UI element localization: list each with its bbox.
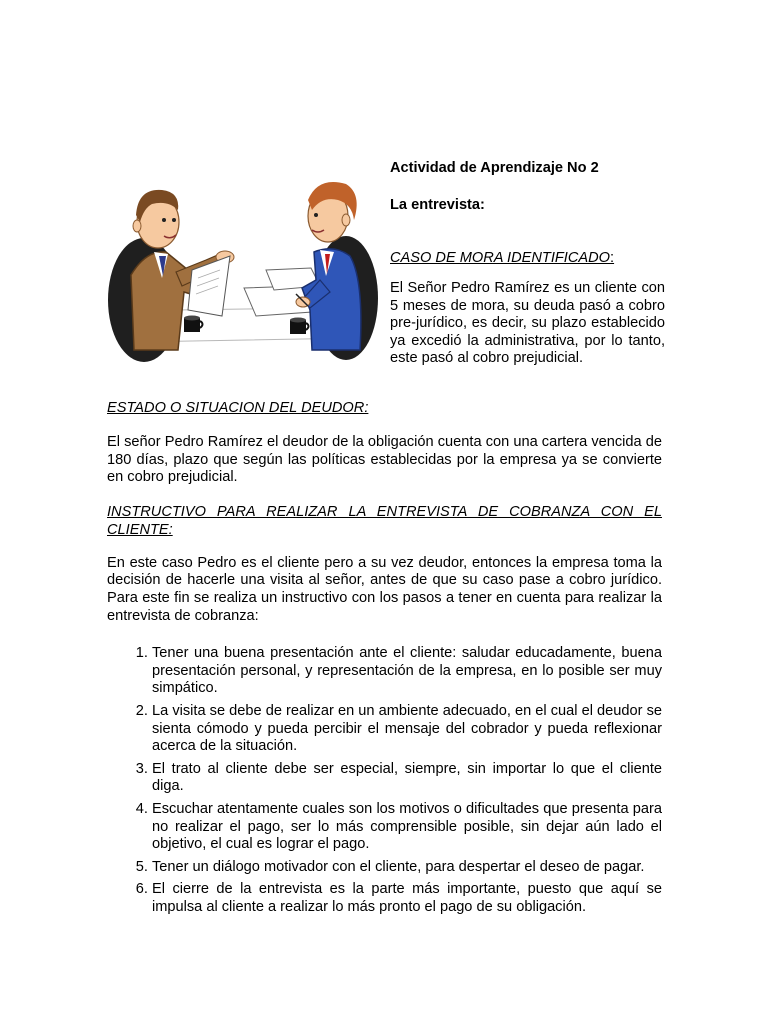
list-item: 2. La visita se debe de realizar en un ambiente adecuado, en el cual el deudor se sienta cómodo y pueda percibir el mensaje del cobrador y pueda reflexionar acerca de la situación. xyxy=(152,703,662,756)
list-item: 3. El trato al cliente debe ser especial, siempre, sin importar lo que el cliente diga. xyxy=(152,761,662,796)
business-meeting-illustration-icon xyxy=(106,160,378,372)
header-block xyxy=(390,158,665,368)
instructions-heading: INSTRUCTIVO PARA REALIZAR LA ENTREVISTA DE COBRANZA CON EL CLIENTE: xyxy=(107,503,662,538)
debtor-status-heading: ESTADO O SITUACION DEL DEUDOR: xyxy=(107,400,369,416)
list-item: 4. Escuchar atentamente cuales son los motivos o dificultades que presenta para no realizar el pago, ser lo más comprensible posible, sin dejar aún lado el objetivo, el cual es lograr el pago. xyxy=(152,801,662,854)
case-description: El Señor Pedro Ramírez es un cliente con 5 meses de mora, su deuda pasó a cobro pre-jurídico, es decir, su plazo establecido ya excedió la administrativa, por lo tanto, este pasó al cobro prejudicial. xyxy=(390,280,665,366)
list-item: 6. El cierre de la entrevista es la parte más importante, puesto que aquí se impulsa al cliente a realizar lo más pronto el pago de su obligación. xyxy=(152,881,662,916)
document-title: Actividad de Aprendizaje No 2 xyxy=(390,160,599,176)
case-heading xyxy=(390,248,665,268)
document-subtitle: La entrevista: xyxy=(390,197,485,213)
case-heading-colon: : xyxy=(610,250,615,266)
debtor-status-text: El señor Pedro Ramírez el deudor de la obligación cuenta con una cartera vencida de 180 días, plazo que según las políticas establecidas por la empresa ya se convierte en cobro prejudicial. xyxy=(107,434,662,486)
list-item: 5. Tener un diálogo motivador con el cliente, para despertar el deseo de pagar. xyxy=(152,859,662,877)
list-item: 1. Tener una buena presentación ante el cliente: saludar educadamente, buena presentación personal, y representación de la empresa, en lo posible ser muy simpático. xyxy=(152,645,662,698)
case-heading-text: CASO DE MORA IDENTIFICADO xyxy=(390,250,611,266)
steps-list xyxy=(107,645,662,916)
instructions-intro: En este caso Pedro es el cliente pero a su vez deudor, entonces la empresa toma la decisión de hacerle una visita al señor, antes de que su caso pase a cobro jurídico. Para este fin se realiza un instructivo con los pasos a tener en cuenta para realizar la entrevista de cobranza: xyxy=(107,554,662,624)
document-body xyxy=(107,398,662,921)
